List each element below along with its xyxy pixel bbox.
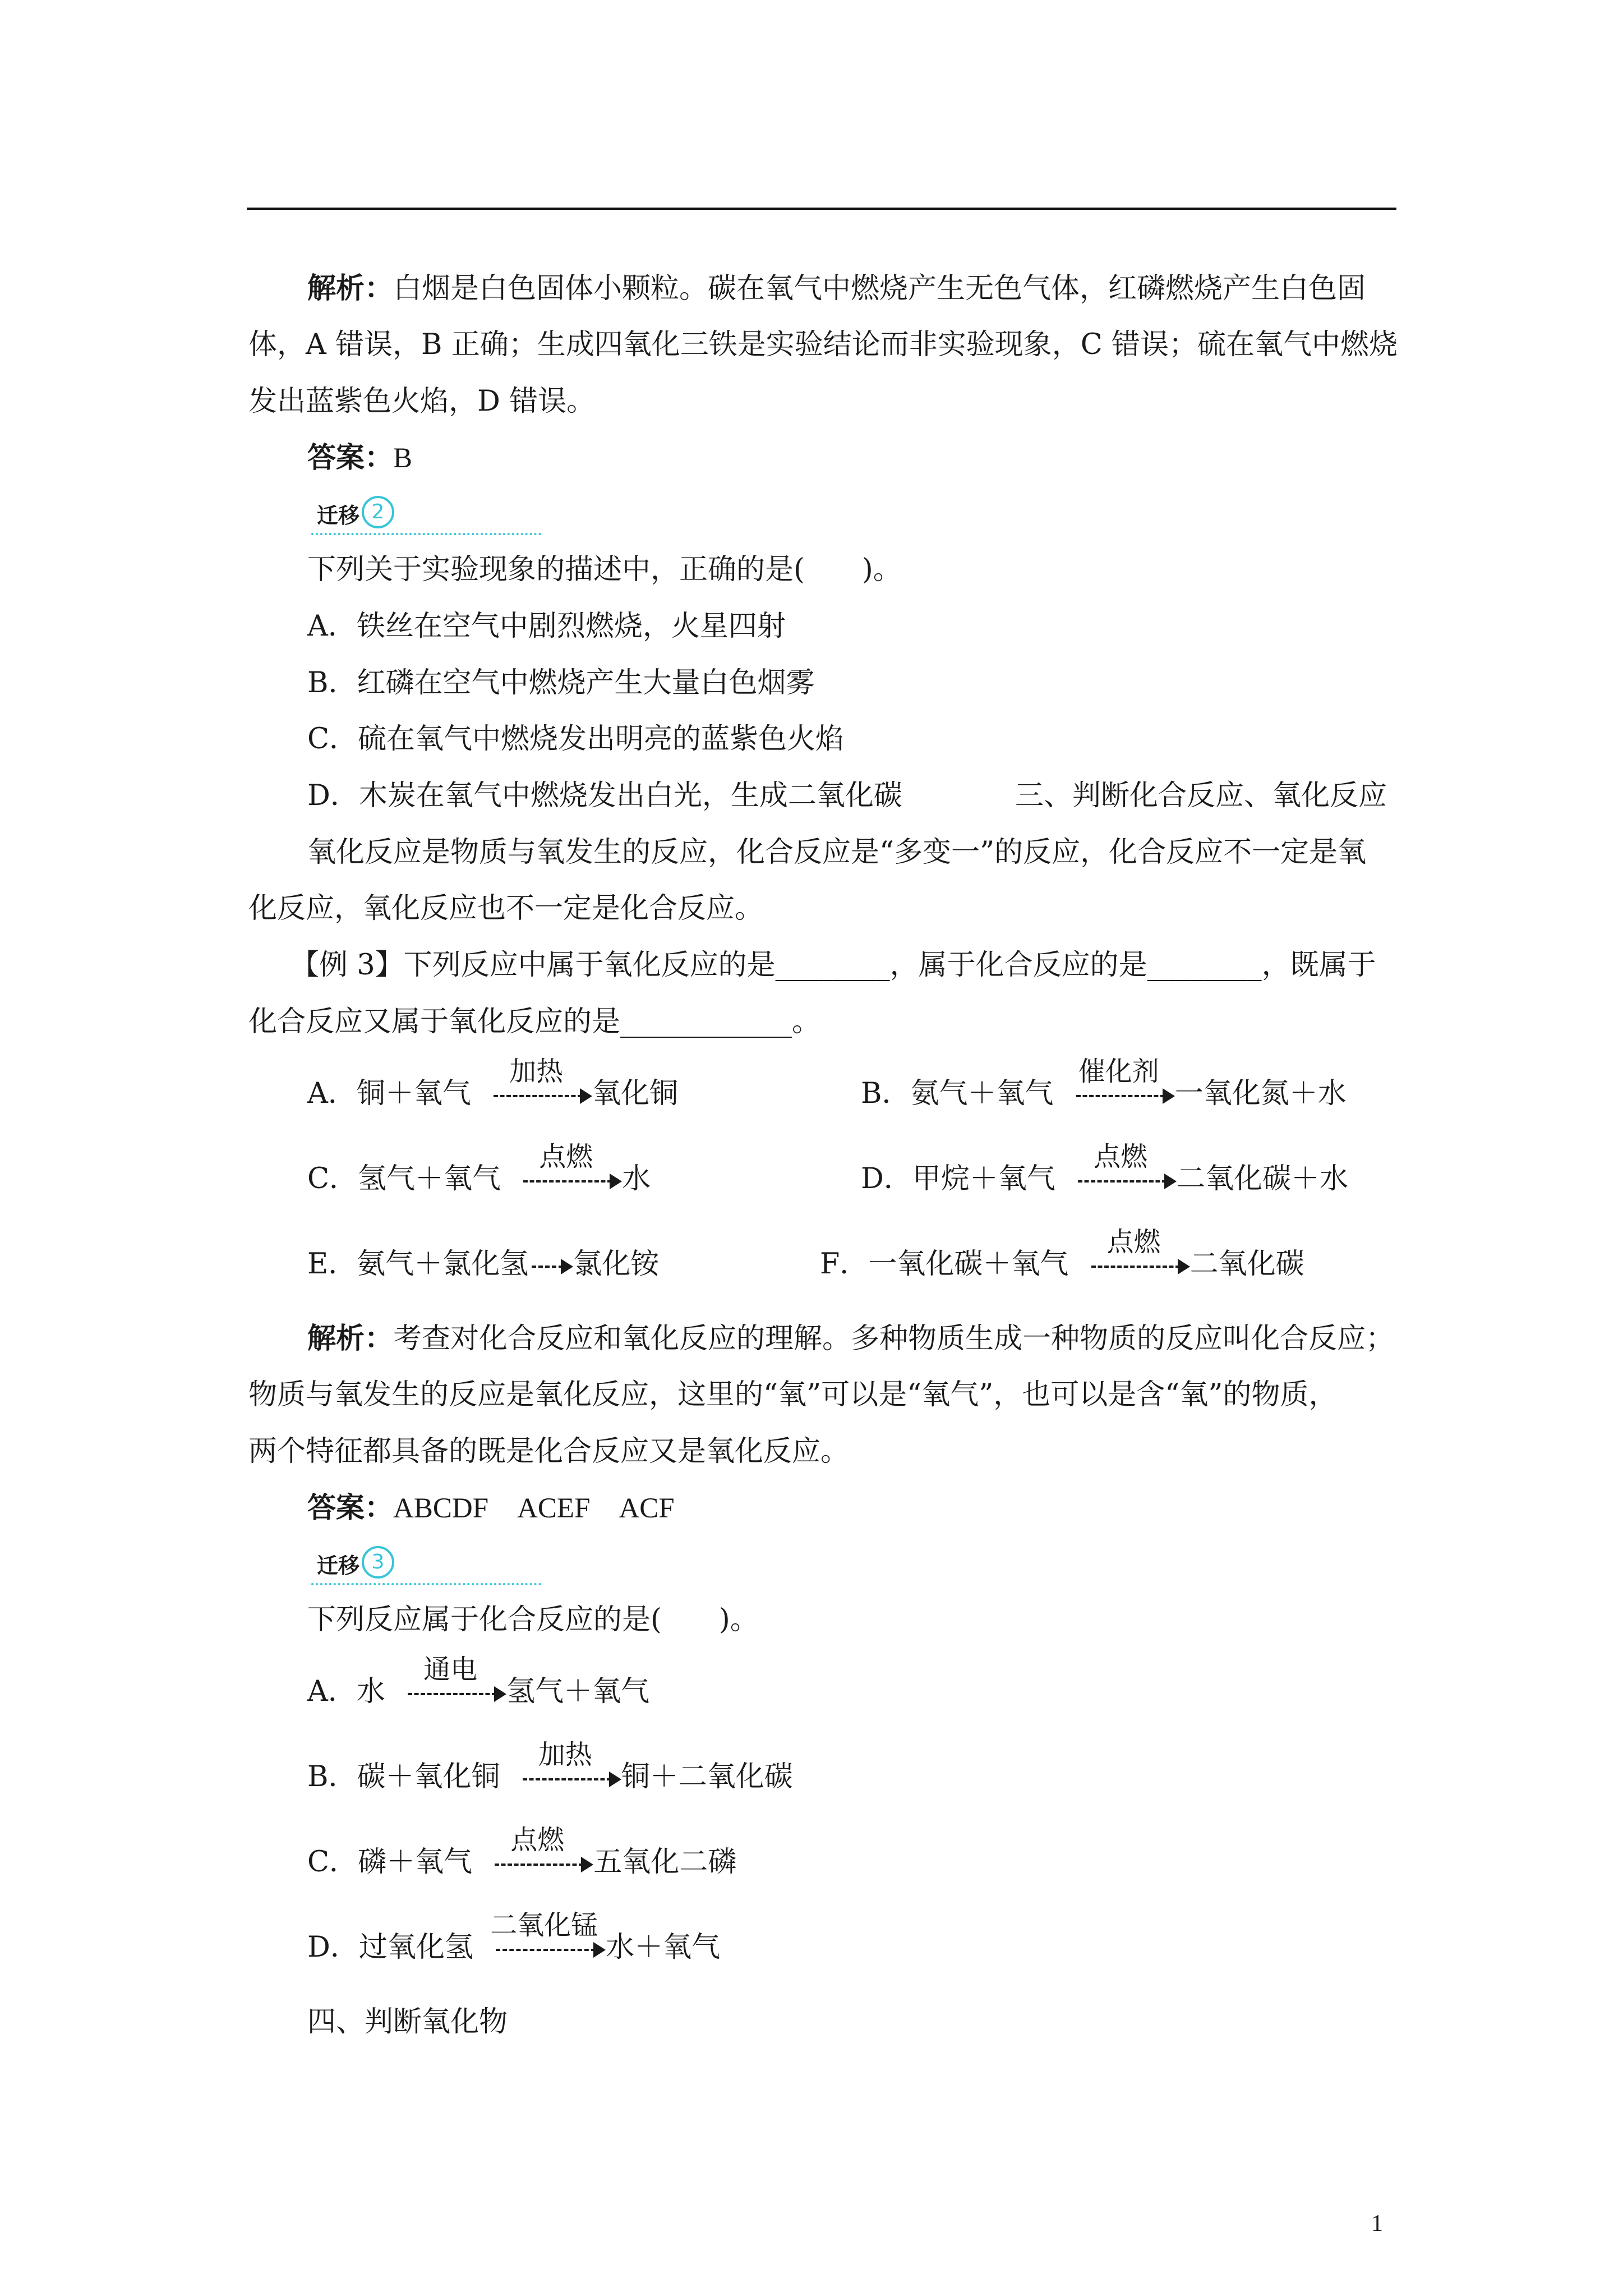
section-3-para-line-2: 化反应，氧化反应也不一定是化合反应。 xyxy=(248,892,764,925)
answer-label: 答案： xyxy=(307,1491,394,1525)
transfer-2-option-c: C．硫在氧气中燃烧发出明亮的蓝紫色火焰 xyxy=(307,723,845,756)
analysis-2-line-1: 解析：考查对化合反应和氧化反应的理解。多种物质生成一种物质的反应叫化合反应； xyxy=(307,1322,1395,1355)
reaction-arrow: 加热 xyxy=(480,1066,592,1122)
answer-1 xyxy=(307,430,412,486)
example-3-option-e: E．氨气＋氯化氢 氯化铵 xyxy=(307,1236,659,1292)
analysis-2-line-2: 物质与氧发生的反应是氧化反应，这里的“氧”可以是“氧气”，也可以是含“氧”的物质， xyxy=(248,1378,1338,1411)
answer-value: ABCDF ACEF ACF xyxy=(393,1493,675,1524)
transfer-2-stem: 下列关于实验现象的描述中，正确的是( )。 xyxy=(307,553,902,586)
answer-label: 答案： xyxy=(307,441,394,475)
analysis-label: 解析： xyxy=(307,1322,394,1355)
reaction-arrow: 点燃 xyxy=(510,1151,622,1207)
example-label: 【例 3】 xyxy=(291,949,404,982)
reaction-arrow: 点燃 xyxy=(481,1834,593,1890)
transfer-2-option-d: D．木炭在氧气中燃烧发出白光，生成二氧化碳 xyxy=(307,779,902,812)
page-number: 1 xyxy=(1371,2211,1383,2237)
transfer-3-option-d: D．过氧化氢 二氧化锰 水＋氧气 xyxy=(307,1920,720,1976)
reaction-arrow: 加热 xyxy=(509,1749,621,1805)
example-3-option-a: A．铜＋氧气 加热 氧化铜 xyxy=(307,1066,678,1122)
answer-value: B xyxy=(393,443,413,474)
section-3-para-line-1: 氧化反应是物质与氧发生的反应，化合反应是“多变一”的反应，化合反应不一定是氧 xyxy=(307,836,1367,869)
section-3-heading: 三、判断化合反应、氧化反应 xyxy=(1015,779,1387,812)
reaction-arrow: 催化剂 xyxy=(1063,1066,1175,1122)
analysis-1-line-3: 发出蓝紫色火焰，D 错误。 xyxy=(248,385,596,418)
example-3-option-f: F．一氧化碳＋氧气 点燃 二氧化碳 xyxy=(820,1236,1304,1292)
transfer-3-option-b: B．碳＋氧化铜 加热 铜＋二氧化碳 xyxy=(307,1749,793,1805)
dotted-underline xyxy=(311,533,541,535)
reaction-arrow: 点燃 xyxy=(1078,1236,1190,1292)
transfer-2-option-a: A．铁丝在空气中剧烈燃烧，火星四射 xyxy=(307,610,786,643)
answer-2 xyxy=(307,1480,675,1536)
reaction-arrow xyxy=(528,1236,573,1292)
example-3-option-c: C．氢气＋氧气 点燃 水 xyxy=(307,1151,651,1207)
reaction-arrow: 点燃 xyxy=(1064,1151,1177,1207)
section-4-heading: 四、判断氧化物 xyxy=(307,2005,508,2039)
dotted-underline xyxy=(311,1583,541,1585)
analysis-1-line-2: 体，A 错误，B 正确；生成四氧化三铁是实验结论而非实验现象，C 错误；硫在氧气中燃烧 xyxy=(248,328,1398,361)
example-3-option-b: B．氨气＋氧气 催化剂 一氧化氮＋水 xyxy=(861,1066,1347,1122)
header-rule xyxy=(247,208,1396,210)
circled-number-3: 3 xyxy=(362,1546,394,1579)
circled-number-2: 2 xyxy=(362,496,394,528)
example-3-option-d: D．甲烷＋氧气 点燃 二氧化碳＋水 xyxy=(861,1151,1348,1207)
analysis-1-line-1: 解析：白烟是白色固体小颗粒。碳在氧气中燃烧产生无色气体，红磷燃烧产生白色固 xyxy=(307,272,1366,305)
transfer-3-option-c: C．磷＋氧气 点燃 五氧化二磷 xyxy=(307,1834,736,1890)
transfer-3-stem: 下列反应属于化合反应的是( )。 xyxy=(307,1603,759,1636)
transfer-2-option-b: B．红磷在空气中燃烧产生大量白色烟雾 xyxy=(307,666,815,700)
reaction-arrow: 二氧化锰 xyxy=(482,1920,606,1976)
analysis-2-line-3: 两个特征都具备的既是化合反应又是氧化反应。 xyxy=(248,1435,850,1468)
analysis-label: 解析： xyxy=(307,272,394,305)
transfer-3-tag: 迁移 3 xyxy=(311,1544,541,1589)
transfer-3-option-a: A．水 通电 氢气＋氧气 xyxy=(307,1664,649,1720)
example-3-line-1: 【例 3】下列反应中属于氧化反应的是________，属于化合反应的是________，既属于 xyxy=(291,949,1376,982)
reaction-arrow: 通电 xyxy=(394,1664,506,1720)
transfer-2-tag: 迁移 2 xyxy=(311,494,541,539)
example-3-line-2: 化合反应又属于氧化反应的是____________。 xyxy=(248,1005,821,1038)
